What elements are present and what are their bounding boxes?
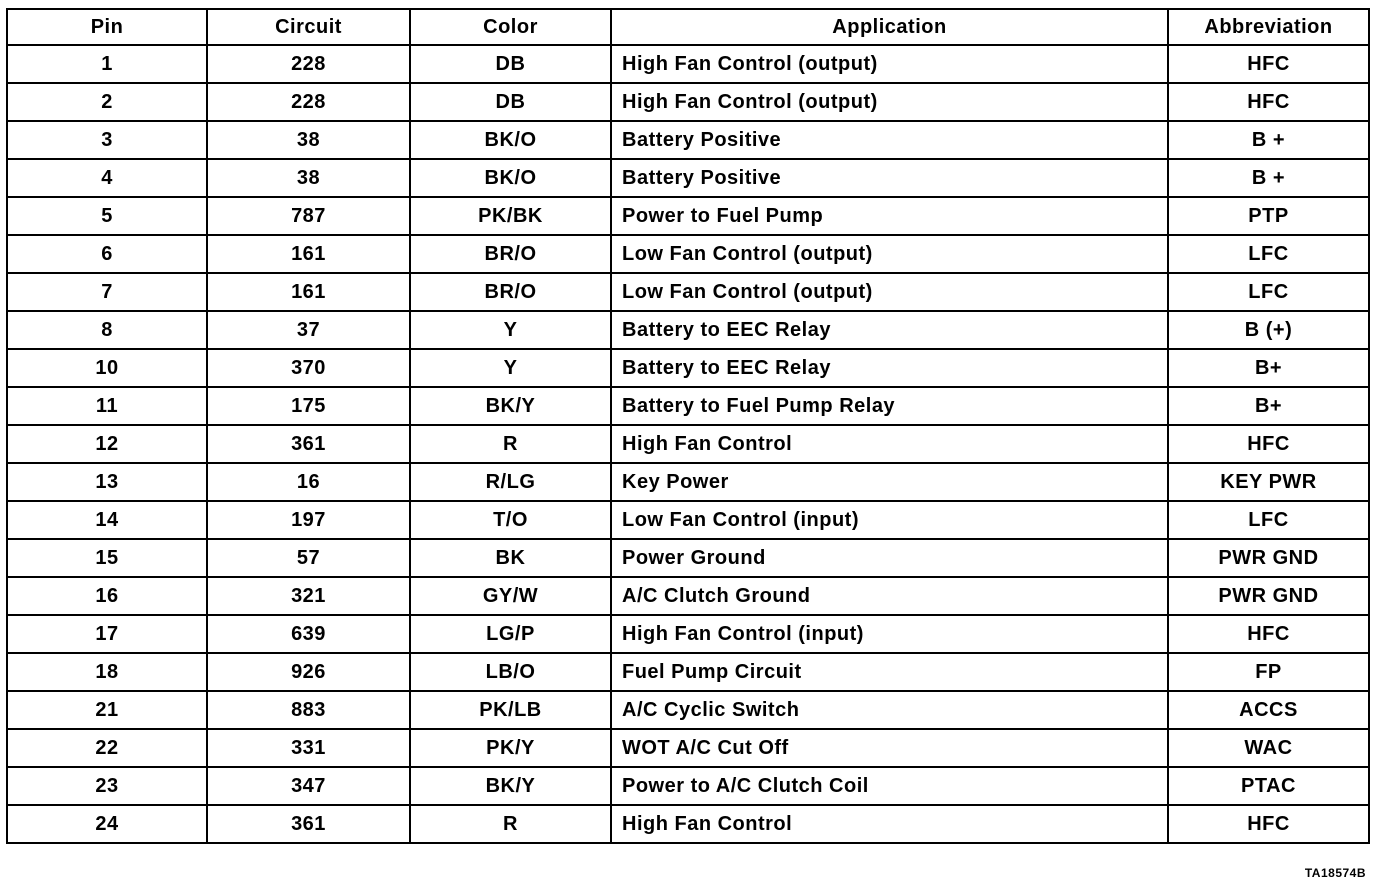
table-row	[7, 273, 1369, 311]
cell-pin: 1	[7, 45, 207, 83]
cell-abbreviation: PTAC	[1168, 767, 1369, 805]
cell-application: Fuel Pump Circuit	[611, 653, 1168, 691]
cell-pin: 2	[7, 83, 207, 121]
cell-circuit: 228	[207, 83, 410, 121]
table-row	[7, 691, 1369, 729]
cell-circuit: 883	[207, 691, 410, 729]
cell-circuit: 228	[207, 45, 410, 83]
table-row	[7, 729, 1369, 767]
cell-color: DB	[410, 83, 611, 121]
table-row	[7, 425, 1369, 463]
cell-circuit: 161	[207, 235, 410, 273]
cell-abbreviation: HFC	[1168, 83, 1369, 121]
cell-application: High Fan Control (output)	[611, 83, 1168, 121]
cell-color: DB	[410, 45, 611, 83]
cell-application: Battery Positive	[611, 121, 1168, 159]
cell-pin: 5	[7, 197, 207, 235]
cell-circuit: 38	[207, 159, 410, 197]
cell-application: High Fan Control	[611, 425, 1168, 463]
table-row	[7, 539, 1369, 577]
cell-abbreviation: B +	[1168, 159, 1369, 197]
cell-abbreviation: HFC	[1168, 615, 1369, 653]
cell-application: Low Fan Control (output)	[611, 235, 1168, 273]
header-application: Application	[611, 9, 1168, 45]
cell-circuit: 57	[207, 539, 410, 577]
cell-color: BK/O	[410, 121, 611, 159]
header-color: Color	[410, 9, 611, 45]
cell-color: BK	[410, 539, 611, 577]
cell-pin: 17	[7, 615, 207, 653]
cell-pin: 23	[7, 767, 207, 805]
table-row	[7, 805, 1369, 843]
cell-application: A/C Cyclic Switch	[611, 691, 1168, 729]
cell-color: R/LG	[410, 463, 611, 501]
table-row	[7, 159, 1369, 197]
cell-color: Y	[410, 311, 611, 349]
table-row	[7, 387, 1369, 425]
cell-color: BK/Y	[410, 387, 611, 425]
cell-circuit: 787	[207, 197, 410, 235]
table-row	[7, 463, 1369, 501]
cell-application: Battery Positive	[611, 159, 1168, 197]
cell-circuit: 347	[207, 767, 410, 805]
cell-pin: 21	[7, 691, 207, 729]
cell-application: High Fan Control (output)	[611, 45, 1168, 83]
cell-abbreviation: LFC	[1168, 501, 1369, 539]
table-row	[7, 349, 1369, 387]
table-row	[7, 653, 1369, 691]
cell-circuit: 321	[207, 577, 410, 615]
cell-application: A/C Clutch Ground	[611, 577, 1168, 615]
cell-application: Power to Fuel Pump	[611, 197, 1168, 235]
cell-abbreviation: LFC	[1168, 273, 1369, 311]
cell-circuit: 37	[207, 311, 410, 349]
cell-pin: 4	[7, 159, 207, 197]
cell-abbreviation: LFC	[1168, 235, 1369, 273]
cell-abbreviation: B +	[1168, 121, 1369, 159]
header-circuit: Circuit	[207, 9, 410, 45]
cell-circuit: 38	[207, 121, 410, 159]
cell-color: PK/Y	[410, 729, 611, 767]
cell-color: LG/P	[410, 615, 611, 653]
cell-color: PK/BK	[410, 197, 611, 235]
cell-color: BR/O	[410, 235, 611, 273]
cell-abbreviation: KEY PWR	[1168, 463, 1369, 501]
cell-pin: 22	[7, 729, 207, 767]
cell-abbreviation: HFC	[1168, 805, 1369, 843]
cell-circuit: 161	[207, 273, 410, 311]
table-row	[7, 767, 1369, 805]
cell-abbreviation: HFC	[1168, 425, 1369, 463]
cell-color: PK/LB	[410, 691, 611, 729]
cell-abbreviation: B+	[1168, 349, 1369, 387]
table-row	[7, 235, 1369, 273]
cell-color: BK/Y	[410, 767, 611, 805]
cell-pin: 10	[7, 349, 207, 387]
table-row	[7, 501, 1369, 539]
header-pin: Pin	[7, 9, 207, 45]
cell-application: Key Power	[611, 463, 1168, 501]
cell-application: Power Ground	[611, 539, 1168, 577]
cell-circuit: 926	[207, 653, 410, 691]
cell-circuit: 361	[207, 805, 410, 843]
cell-color: GY/W	[410, 577, 611, 615]
cell-pin: 15	[7, 539, 207, 577]
cell-color: R	[410, 805, 611, 843]
cell-pin: 8	[7, 311, 207, 349]
cell-abbreviation: B+	[1168, 387, 1369, 425]
cell-circuit: 16	[207, 463, 410, 501]
cell-application: Low Fan Control (output)	[611, 273, 1168, 311]
table-row	[7, 45, 1369, 83]
cell-application: High Fan Control (input)	[611, 615, 1168, 653]
cell-application: Low Fan Control (input)	[611, 501, 1168, 539]
table-row	[7, 311, 1369, 349]
cell-color: BR/O	[410, 273, 611, 311]
cell-abbreviation: PWR GND	[1168, 539, 1369, 577]
cell-application: Battery to Fuel Pump Relay	[611, 387, 1168, 425]
cell-color: LB/O	[410, 653, 611, 691]
cell-pin: 12	[7, 425, 207, 463]
cell-pin: 13	[7, 463, 207, 501]
cell-pin: 6	[7, 235, 207, 273]
cell-abbreviation: HFC	[1168, 45, 1369, 83]
cell-color: Y	[410, 349, 611, 387]
cell-color: R	[410, 425, 611, 463]
cell-abbreviation: PTP	[1168, 197, 1369, 235]
cell-color: T/O	[410, 501, 611, 539]
cell-circuit: 361	[207, 425, 410, 463]
table-row	[7, 577, 1369, 615]
cell-circuit: 331	[207, 729, 410, 767]
cell-abbreviation: B (+)	[1168, 311, 1369, 349]
cell-pin: 16	[7, 577, 207, 615]
cell-application: Battery to EEC Relay	[611, 311, 1168, 349]
cell-circuit: 197	[207, 501, 410, 539]
cell-abbreviation: PWR GND	[1168, 577, 1369, 615]
cell-abbreviation: ACCS	[1168, 691, 1369, 729]
cell-abbreviation: WAC	[1168, 729, 1369, 767]
table-row	[7, 615, 1369, 653]
cell-application: Power to A/C Clutch Coil	[611, 767, 1168, 805]
cell-circuit: 370	[207, 349, 410, 387]
cell-color: BK/O	[410, 159, 611, 197]
pinout-table	[6, 8, 1370, 844]
cell-circuit: 639	[207, 615, 410, 653]
figure-code: TA18574B	[1304, 866, 1366, 880]
table-header-row	[7, 9, 1369, 45]
cell-pin: 7	[7, 273, 207, 311]
table-row	[7, 197, 1369, 235]
cell-pin: 24	[7, 805, 207, 843]
cell-application: High Fan Control	[611, 805, 1168, 843]
table-row	[7, 83, 1369, 121]
cell-pin: 11	[7, 387, 207, 425]
cell-pin: 3	[7, 121, 207, 159]
table-row	[7, 121, 1369, 159]
cell-application: WOT A/C Cut Off	[611, 729, 1168, 767]
cell-pin: 14	[7, 501, 207, 539]
pinout-sheet	[6, 8, 1368, 844]
cell-application: Battery to EEC Relay	[611, 349, 1168, 387]
cell-abbreviation: FP	[1168, 653, 1369, 691]
cell-pin: 18	[7, 653, 207, 691]
table-body	[7, 45, 1369, 843]
cell-circuit: 175	[207, 387, 410, 425]
header-abbreviation: Abbreviation	[1168, 9, 1369, 45]
